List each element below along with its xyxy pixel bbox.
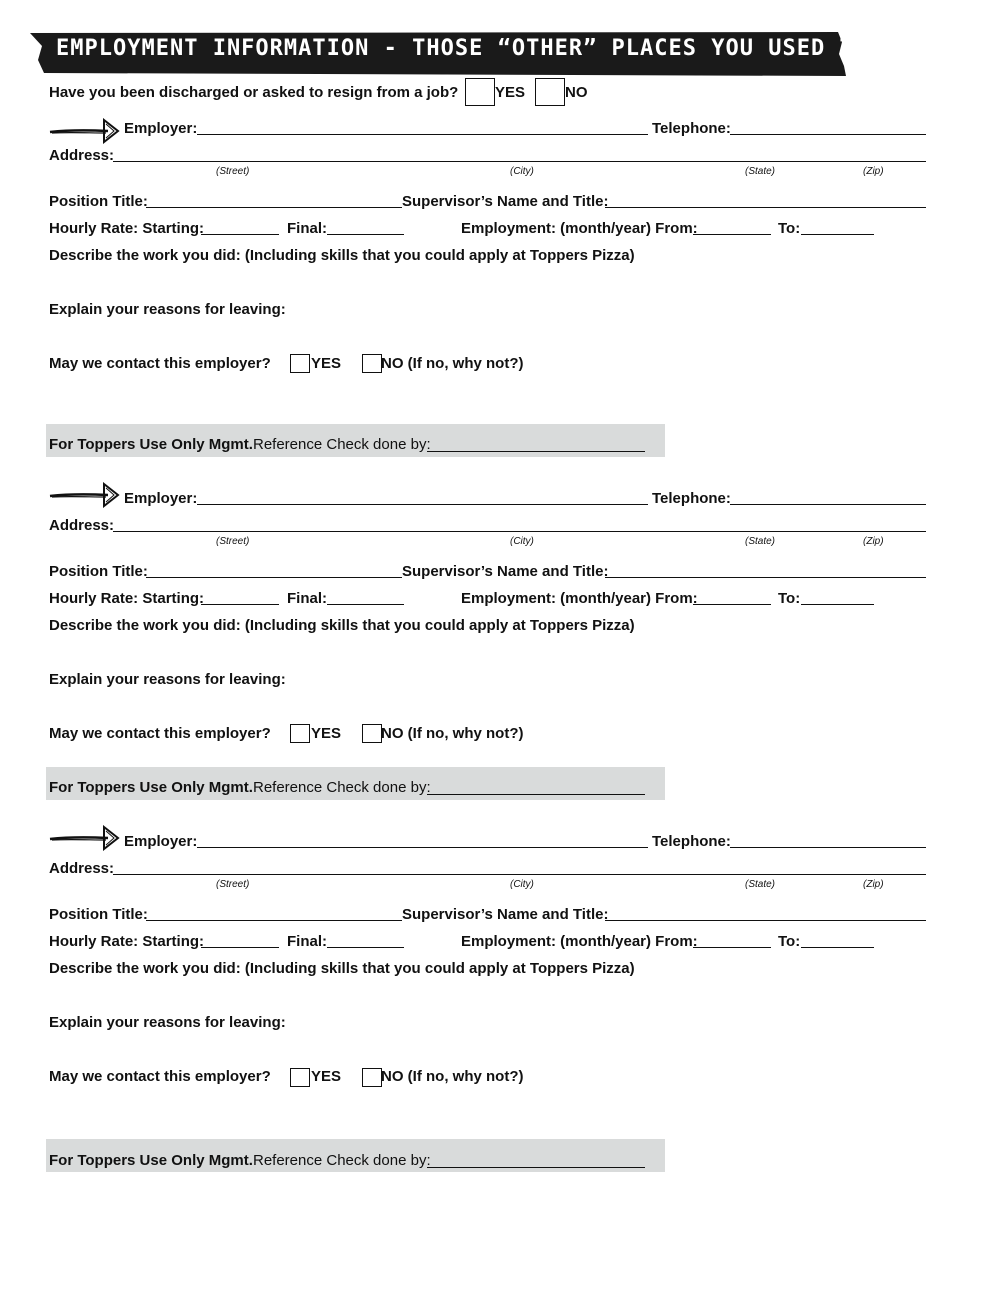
employment-to-field[interactable] [801,604,874,605]
supervisor-field[interactable] [605,920,926,921]
hourly-rate-label: Hourly Rate: Starting: [49,220,205,237]
state-caption: (State) [745,166,776,177]
zip-caption: (Zip) [863,166,884,177]
contact-no-label: NO (If no, why not?) [381,355,524,372]
position-title-field[interactable] [146,207,402,208]
arrow-icon [48,482,122,508]
reasons-leaving-label: Explain your reasons for leaving: [49,671,286,688]
address-field[interactable] [113,874,926,875]
employer-label: Employer: [124,490,198,507]
supervisor-field[interactable] [605,207,926,208]
supervisor-label: Supervisor’s Name and Title: [402,193,609,210]
header-banner [30,30,940,76]
position-title-field[interactable] [146,920,402,921]
reference-check-label: Reference Check done by: [253,779,431,796]
zip-caption: (Zip) [863,536,884,547]
arrow-icon [48,118,122,144]
reference-check-field[interactable] [427,1167,645,1168]
reference-check-label: Reference Check done by: [253,1152,431,1169]
employment-to-label: To: [778,933,801,950]
employment-to-label: To: [778,590,801,607]
telephone-label: Telephone: [652,490,731,507]
street-caption: (Street) [216,166,250,177]
toppers-use-only-label: For Toppers Use Only Mgmt. [49,779,253,796]
address-label: Address: [49,860,115,877]
telephone-field[interactable] [730,134,926,135]
contact-no-checkbox[interactable] [362,724,382,743]
position-title-label: Position Title: [49,906,148,923]
final-rate-field[interactable] [327,604,404,605]
employment-from-field[interactable] [693,947,771,948]
city-caption: (City) [510,166,534,177]
telephone-field[interactable] [730,847,926,848]
contact-no-checkbox[interactable] [362,354,382,373]
state-caption: (State) [745,536,776,547]
reference-check-field[interactable] [427,451,645,452]
street-caption: (Street) [216,879,250,890]
describe-work-label: Describe the work you did: (Including skills that you could apply at Toppers Pizza) [49,960,635,977]
reasons-leaving-label: Explain your reasons for leaving: [49,1014,286,1031]
address-field[interactable] [113,531,926,532]
zip-caption: (Zip) [863,879,884,890]
employment-to-field[interactable] [801,947,874,948]
contact-yes-label: YES [311,1068,342,1085]
starting-rate-field[interactable] [201,234,279,235]
contact-yes-label: YES [311,725,342,742]
street-caption: (Street) [216,536,250,547]
employment-from-field[interactable] [693,234,771,235]
final-rate-field[interactable] [327,947,404,948]
employment-from-label: Employment: (month/year) From: [461,933,698,950]
telephone-label: Telephone: [652,833,731,850]
toppers-use-only-label: For Toppers Use Only Mgmt. [49,436,253,453]
hourly-rate-label: Hourly Rate: Starting: [49,933,205,950]
address-field[interactable] [113,161,926,162]
employer-field[interactable] [197,134,648,135]
final-rate-label: Final: [287,220,327,237]
position-title-label: Position Title: [49,193,148,210]
contact-employer-label: May we contact this employer? [49,725,271,742]
address-label: Address: [49,517,115,534]
contact-yes-label: YES [311,355,342,372]
city-caption: (City) [510,879,534,890]
employer-field[interactable] [197,847,648,848]
state-caption: (State) [745,879,776,890]
page-title: EMPLOYMENT INFORMATION - THOSE “OTHER” PLACES YOU USED TO WORK [56,36,940,61]
employment-from-label: Employment: (month/year) From: [461,220,698,237]
describe-work-label: Describe the work you did: (Including skills that you could apply at Toppers Pizza) [49,617,635,634]
final-rate-field[interactable] [327,234,404,235]
employment-from-field[interactable] [693,604,771,605]
reference-check-field[interactable] [427,794,645,795]
position-title-field[interactable] [146,577,402,578]
discharge-no-checkbox[interactable] [535,78,565,106]
city-caption: (City) [510,536,534,547]
telephone-field[interactable] [730,504,926,505]
discharge-no-label: NO [565,84,588,101]
supervisor-field[interactable] [605,577,926,578]
employment-to-label: To: [778,220,801,237]
contact-yes-checkbox[interactable] [290,1068,310,1087]
reasons-leaving-label: Explain your reasons for leaving: [49,301,286,318]
final-rate-label: Final: [287,933,327,950]
reference-check-label: Reference Check done by: [253,436,431,453]
employment-to-field[interactable] [801,234,874,235]
contact-no-checkbox[interactable] [362,1068,382,1087]
employment-from-label: Employment: (month/year) From: [461,590,698,607]
contact-employer-label: May we contact this employer? [49,1068,271,1085]
discharge-yes-label: YES [495,84,526,101]
final-rate-label: Final: [287,590,327,607]
contact-yes-checkbox[interactable] [290,724,310,743]
address-label: Address: [49,147,115,164]
supervisor-label: Supervisor’s Name and Title: [402,563,609,580]
supervisor-label: Supervisor’s Name and Title: [402,906,609,923]
employer-label: Employer: [124,120,198,137]
starting-rate-field[interactable] [201,604,279,605]
contact-no-label: NO (If no, why not?) [381,1068,524,1085]
employer-label: Employer: [124,833,198,850]
contact-no-label: NO (If no, why not?) [381,725,524,742]
starting-rate-field[interactable] [201,947,279,948]
arrow-icon [48,825,122,851]
discharge-yes-checkbox[interactable] [465,78,495,106]
employer-field[interactable] [197,504,648,505]
describe-work-label: Describe the work you did: (Including skills that you could apply at Toppers Pizza) [49,247,635,264]
contact-employer-label: May we contact this employer? [49,355,271,372]
position-title-label: Position Title: [49,563,148,580]
contact-yes-checkbox[interactable] [290,354,310,373]
telephone-label: Telephone: [652,120,731,137]
discharge-question: Have you been discharged or asked to resign from a job? [49,84,459,101]
toppers-use-only-label: For Toppers Use Only Mgmt. [49,1152,253,1169]
hourly-rate-label: Hourly Rate: Starting: [49,590,205,607]
